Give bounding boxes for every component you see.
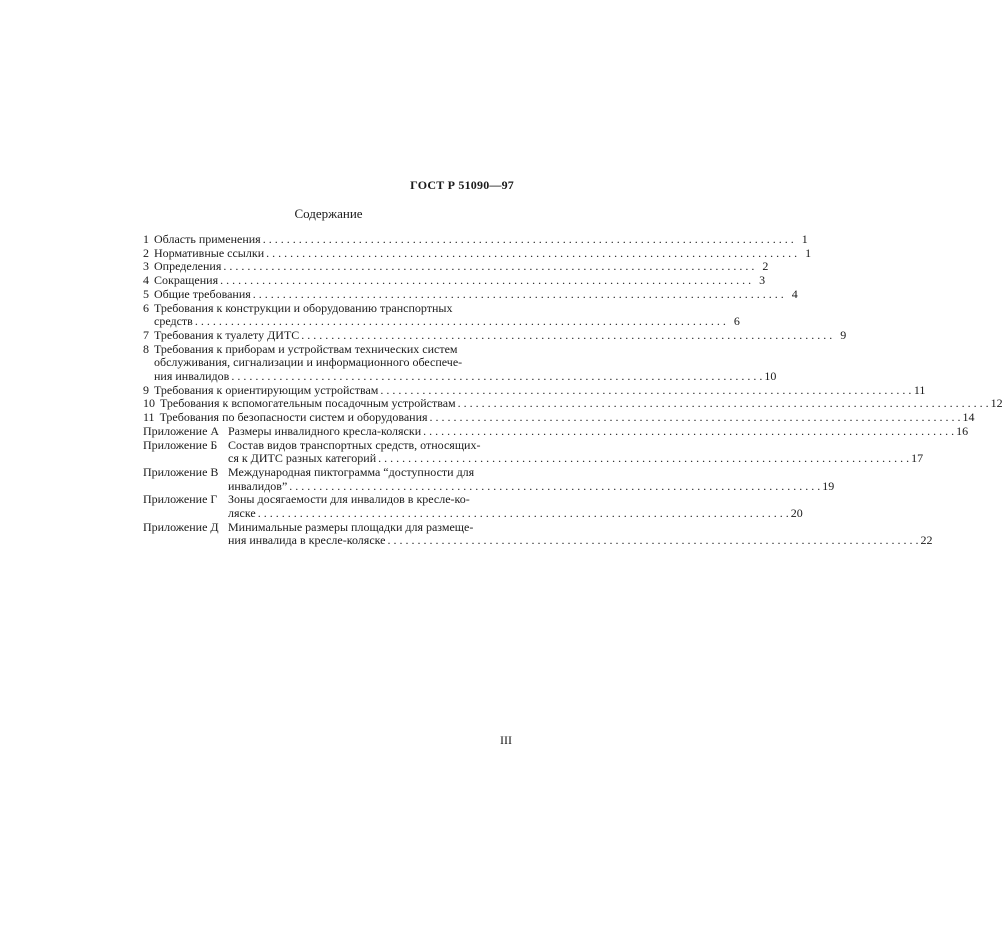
toc-entry-number: 3 <box>143 259 149 274</box>
toc-entry-title: Требования к туалету ДИТС <box>154 327 300 342</box>
toc-entry-title: Требования к приборам и устройствам технических систем <box>154 341 458 356</box>
toc-entry-number: 7 <box>143 327 149 342</box>
toc-entry-number: 10 <box>143 396 155 411</box>
dot-leader <box>423 425 954 439</box>
toc-entry-page: 6 <box>733 314 740 329</box>
toc-entry-number: 8 <box>143 341 149 356</box>
appendix-label: Приложение В <box>143 464 219 479</box>
toc-entry-title: обслуживания, сигнализации и информационного обеспече- <box>154 355 463 370</box>
toc-entry-line <box>143 382 926 398</box>
appendix-title: ляске <box>228 506 256 521</box>
document-code: ГОСТ Р 51090—97 <box>410 178 514 192</box>
toc-entry-line <box>143 356 512 370</box>
toc-entry-number: 11 <box>143 410 155 425</box>
appendix-title: Зоны досягаемости для инвалидов в кресле-ко- <box>228 492 470 507</box>
toc-entry-page: 2 <box>762 259 769 274</box>
dot-leader <box>253 288 784 302</box>
appendix-page: 16 <box>956 423 969 438</box>
page-title-text: Содержание <box>294 206 363 221</box>
toc-entry-line <box>143 314 740 329</box>
toc-entry-line <box>143 245 812 261</box>
toc-entry-number: 5 <box>143 286 149 301</box>
toc-entry-number: 1 <box>143 232 149 246</box>
appendix-label: Приложение А <box>143 423 220 438</box>
toc-entry-title: Определения <box>154 259 222 274</box>
appendix-title: инвалидов” <box>228 478 288 493</box>
appendix-title: ся к ДИТС разных категорий <box>228 451 377 466</box>
appendix-title: Минимальные размеры площадки для размеще- <box>228 519 474 534</box>
appendix-label: Приложение Д <box>143 519 219 534</box>
appendix-label: Приложение Г <box>143 492 218 507</box>
appendix-page: 20 <box>790 506 803 521</box>
appendix-page: 19 <box>822 478 835 493</box>
dot-leader <box>263 233 794 247</box>
appendix-entry-line <box>143 451 924 466</box>
appendix-entry-line <box>143 506 803 521</box>
toc-entry-line <box>143 286 798 302</box>
toc-entry-page: 9 <box>840 327 847 342</box>
appendix-title: ния инвалида в кресле-коляске <box>228 533 386 548</box>
dot-leader <box>378 452 909 466</box>
toc-entry-number: 4 <box>143 273 149 288</box>
toc-entry-page: 10 <box>764 369 777 384</box>
dot-leader <box>388 534 919 548</box>
appendix-entry-line <box>143 533 933 548</box>
toc-entry-number: 9 <box>143 382 149 397</box>
appendix-page: 22 <box>920 533 933 548</box>
appendix-title: Международная пиктограмма “доступности для <box>228 464 475 479</box>
toc-entry-line <box>143 259 769 274</box>
toc-entry-number: 2 <box>143 245 149 260</box>
toc-entry-title: Общие требования <box>154 286 251 301</box>
dot-leader <box>195 315 726 329</box>
appendix-title: Состав видов транспортных средств, относящих- <box>228 437 481 452</box>
toc-entry-title: Область применения <box>154 232 261 246</box>
toc-entry-page: 4 <box>791 286 798 301</box>
toc-entry-page: 1 <box>805 245 812 260</box>
dot-leader <box>289 480 820 494</box>
dot-leader <box>266 247 797 261</box>
appendix-page: 17 <box>911 451 924 466</box>
toc-entry-line <box>143 302 512 316</box>
dot-leader <box>231 370 762 384</box>
toc-entry-title: Нормативные ссылки <box>154 245 265 260</box>
toc-entry-title: ния инвалидов <box>154 369 230 384</box>
appendix-entry-line <box>143 493 512 507</box>
dot-leader <box>301 329 832 343</box>
toc-entry-title: средств <box>154 314 193 329</box>
toc-entry-line <box>143 232 808 247</box>
dot-leader <box>223 260 754 274</box>
toc-entry-line <box>143 343 512 357</box>
appendix-entry-line <box>143 521 512 535</box>
toc-entry-page: 14 <box>962 410 975 425</box>
appendix-entry-line <box>143 478 835 494</box>
toc-entry-title: Требования к конструкции и оборудованию транспортных <box>154 300 453 315</box>
dot-leader <box>380 384 911 398</box>
table-of-contents <box>143 232 1003 548</box>
appendix-label: Приложение Б <box>143 437 218 452</box>
toc-entry-title: Требования к вспомогательным посадочным устройствам <box>160 396 456 411</box>
toc-entry-line <box>143 396 1003 411</box>
toc-entry-number: 6 <box>143 300 149 315</box>
appendix-title: Размеры инвалидного кресла-коляски <box>228 423 422 438</box>
toc-entry-title: Сокращения <box>154 273 219 288</box>
toc-entry-line <box>143 410 975 425</box>
toc-entry-line <box>143 369 777 384</box>
appendix-entry-line <box>143 439 512 453</box>
toc-entry-line <box>143 273 766 288</box>
appendix-entry-line <box>143 466 512 480</box>
toc-entry-title: Требования по безопасности систем и оборудования <box>159 410 428 425</box>
toc-entry-line <box>143 327 847 343</box>
toc-entry-page: 3 <box>759 273 766 288</box>
appendix-entry-line <box>143 423 969 439</box>
page-number: III <box>500 733 512 747</box>
toc-entry-page: 11 <box>913 382 926 397</box>
dot-leader <box>458 397 989 411</box>
toc-entry-title: Требования к ориентирующим устройствам <box>154 382 379 397</box>
toc-entry-page: 1 <box>801 232 808 246</box>
page-title <box>0 206 661 222</box>
dot-leader <box>220 274 751 288</box>
dot-leader <box>258 507 789 521</box>
toc-entry-page: 12 <box>990 396 1003 411</box>
dot-leader <box>430 411 961 425</box>
